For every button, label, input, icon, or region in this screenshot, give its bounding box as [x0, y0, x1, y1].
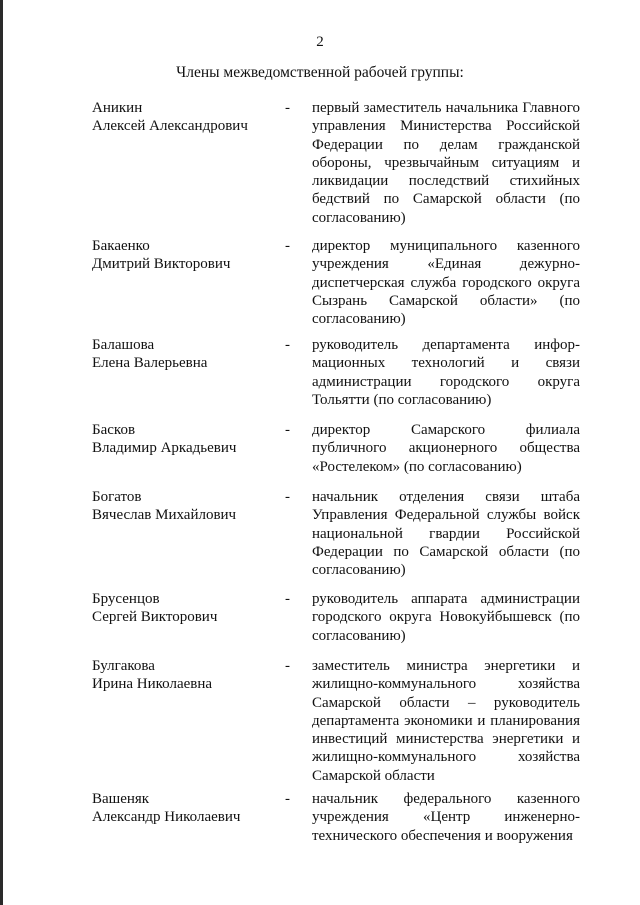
position-line: первый заместитель начальника Главного: [312, 100, 580, 116]
position-line: согласованию): [312, 311, 406, 328]
member-surname: Брусенцов: [92, 591, 160, 607]
member-given-names: Елена Валерьевна: [92, 355, 208, 372]
page-heading: Члены межведомственной рабочей группы:: [176, 64, 464, 81]
member-given-names: Владимир Аркадьевич: [92, 440, 237, 457]
position-line: диспетчерская служба городского округа: [312, 274, 580, 291]
member-name: [92, 421, 282, 458]
member-surname: Булгакова: [92, 658, 155, 674]
position-line: согласованию): [312, 562, 406, 579]
member-surname: Басков: [92, 422, 136, 438]
member-given-names: Александр Николаевич: [92, 809, 241, 826]
position-line: жилищно-коммунального хозяйства: [312, 749, 580, 766]
position-line: руководитель аппарата администрации: [312, 591, 580, 607]
member-given-names: Вячеслав Михайлович: [92, 507, 237, 524]
member-position: [312, 237, 580, 328]
position-line: начальник федерального казенного: [312, 791, 580, 807]
member-dash: -: [285, 100, 290, 116]
position-line: Самарской области – руководитель: [312, 694, 580, 711]
position-line: руководитель департамента инфор-: [312, 337, 580, 353]
position-line: директор муниципального казенного: [312, 238, 580, 254]
position-line: управления Министерства Российской: [312, 118, 580, 135]
member-surname: Бакаенко: [92, 238, 150, 254]
member-given-names: Ирина Николаевна: [92, 676, 213, 693]
member-dash: -: [285, 658, 290, 674]
member-surname: Вашеняк: [92, 791, 150, 807]
member-position: [312, 99, 580, 227]
position-line: учреждения «Центр инженерно-: [312, 809, 580, 826]
position-line: начальник отделения связи штаба: [312, 489, 580, 505]
member-position: [312, 657, 580, 785]
position-line: согласованию): [312, 209, 406, 226]
member-name: [92, 336, 282, 373]
member-name: [92, 488, 282, 525]
position-line: жилищно-коммунального хозяйства: [312, 676, 580, 693]
position-line: «Ростелеком» (по согласованию): [312, 458, 522, 475]
position-line: обороны, чрезвычайным ситуациям и: [312, 154, 580, 171]
member-dash: -: [285, 591, 290, 607]
position-line: администрации городского округа: [312, 373, 580, 390]
scan-edge: [0, 0, 3, 905]
member-dash: -: [285, 337, 290, 353]
position-line: ликвидации последствий стихийных: [312, 173, 580, 190]
member-name: [92, 657, 282, 694]
position-line: публичного акционерного общества: [312, 440, 580, 457]
member-surname: Богатов: [92, 489, 142, 505]
member-given-names: Дмитрий Викторович: [92, 256, 231, 273]
position-line: инвестиций министерства энергетики и: [312, 731, 580, 748]
member-dash: -: [285, 791, 290, 807]
member-name: [92, 99, 282, 136]
member-position: [312, 421, 580, 476]
position-line: бедствий по Самарской области (по: [312, 191, 580, 208]
member-dash: -: [285, 238, 290, 254]
member-surname: Аникин: [92, 100, 143, 116]
member-dash: -: [285, 489, 290, 505]
member-position: [312, 336, 580, 409]
member-given-names: Сергей Викторович: [92, 609, 218, 626]
position-line: директор Самарского филиала: [312, 422, 580, 438]
position-line: Федерации по делам гражданской: [312, 136, 580, 153]
position-line: Управления Федеральной службы войск: [312, 507, 580, 524]
member-given-names: Алексей Александрович: [92, 118, 248, 135]
position-line: заместитель министра энергетики и: [312, 658, 580, 674]
position-line: согласованию): [312, 627, 406, 644]
position-line: мационных технологий и связи: [312, 355, 580, 372]
member-name: [92, 590, 282, 627]
position-line: Самарской области: [312, 767, 435, 784]
position-line: учреждения «Единая дежурно-: [312, 256, 580, 273]
position-line: Сызрань Самарской области» (по: [312, 292, 580, 309]
member-dash: -: [285, 422, 290, 438]
member-position: [312, 488, 580, 579]
position-line: Федерации по Самарской области (по: [312, 543, 580, 560]
member-position: [312, 790, 580, 845]
position-line: Тольятти (по согласованию): [312, 391, 492, 408]
position-line: городского округа Новокуйбышевск (по: [312, 609, 580, 626]
position-line: департамента экономики и планирования: [312, 712, 580, 729]
position-line: национальной гвардии Российской: [312, 525, 580, 542]
member-name: [92, 790, 282, 827]
position-line: технического обеспечения и вооружения: [312, 827, 573, 844]
member-surname: Балашова: [92, 337, 155, 353]
page-number: 2: [316, 34, 324, 50]
member-position: [312, 590, 580, 645]
member-name: [92, 237, 282, 274]
